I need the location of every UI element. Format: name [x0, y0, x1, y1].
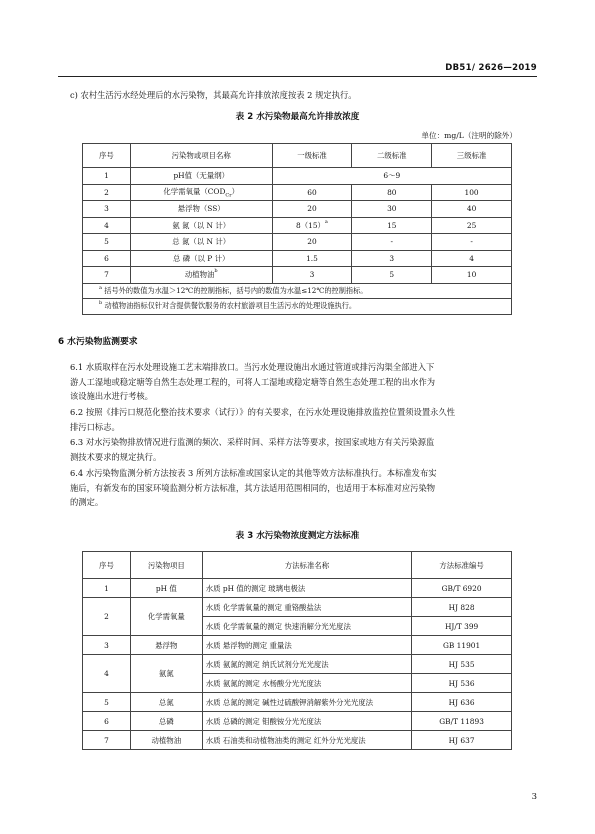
row-number: 5	[83, 234, 131, 251]
grade2-value: 80	[352, 184, 432, 201]
pollutant-name: 总 磷（以 P 计）	[130, 250, 272, 267]
row-number: 4	[83, 655, 131, 693]
clause-c: c) 农村生活污水经处理后的水污染物，其最高允许排放浓度按表 2 规定执行。	[70, 90, 357, 100]
pollutant-name: pH值（无量纲）	[130, 168, 272, 185]
grade1-value: 1.5	[272, 250, 352, 267]
row-number: 1	[83, 168, 131, 185]
pollutant-name: 悬浮物（SS）	[130, 201, 272, 218]
method-name: 水质 氨氮的测定 纳氏试剂分光光度法	[202, 655, 411, 674]
pollutant-item: 氨氮	[130, 655, 202, 693]
document-code: DB51/ 2626—2019	[445, 63, 537, 73]
row-number: 7	[83, 731, 131, 750]
pollutant-item: 总氮	[130, 693, 202, 712]
row-number: 7	[83, 267, 131, 284]
table2-unit: 单位：mg/L（注明的除外）	[421, 131, 517, 140]
method-name: 水质 石油类和动植物油类的测定 红外分光光度法	[202, 731, 411, 750]
pollutant-item: 总磷	[130, 712, 202, 731]
table2-note-row	[83, 283, 512, 299]
row-number: 6	[83, 712, 131, 731]
row-number: 2	[83, 598, 131, 636]
table-row	[83, 731, 512, 750]
pollutant-name: 氨 氮（以 N 计）	[130, 217, 272, 234]
table-row	[83, 234, 512, 251]
table-row	[83, 201, 512, 218]
grade2-value: -	[352, 234, 432, 251]
method-code: GB/T 11893	[412, 712, 512, 731]
table2-header-cell: 序号	[83, 144, 131, 168]
clause-6-1: 6.1 水质取样在污水处理设施工艺末端排放口。当污水处理设施出水通过管道或排污沟渠全部进入下 游人工湿地或稳定塘等自然生态处理工程的，可将人工湿地或稳定塘等自然生态处理工程的出水作为 该设施出水进行考核。	[70, 362, 436, 401]
method-code: GB 11901	[412, 636, 512, 655]
clause-6-4: 6.4 水污染物监测分析方法按表 3 所列方法标准或国家认定的其他等效方法标准执行。本标准发布实 施后，有新发布的国家环境监测分析方法标准，其方法适用范围相同的，也适用于本标准对应污染物 的测定。	[70, 468, 437, 507]
row-number: 3	[83, 636, 131, 655]
table-row	[83, 184, 512, 201]
row-number: 6	[83, 250, 131, 267]
pollutant-name: 总 氮（以 N 计）	[130, 234, 272, 251]
method-name: 水质 化学需氧量的测定 快速消解分光光度法	[202, 617, 411, 636]
method-code: HJ/T 399	[412, 617, 512, 636]
grade1-value: 20	[272, 234, 352, 251]
pollutant-name: 动植物油$^b$	[130, 267, 272, 284]
method-code: GB/T 6920	[412, 579, 512, 598]
grade3-value: 4	[432, 250, 512, 267]
pollutant-name: 化学需氧量$(COD_{Cr})$	[130, 184, 272, 201]
grade2-value: 5	[352, 267, 432, 284]
table2-caption: 表 2 水污染物最高允许排放浓度	[235, 112, 360, 122]
method-name: 水质 总氮的测定 碱性过硫酸钾消解紫外分光光度法	[202, 693, 411, 712]
table2-header-row	[83, 144, 512, 168]
method-name: 水质 pH 值的测定 玻璃电极法	[202, 579, 411, 598]
grade3-value: 10	[432, 267, 512, 284]
grade3-value: 25	[432, 217, 512, 234]
method-name: 水质 悬浮物的测定 重量法	[202, 636, 411, 655]
table2-header-cell: 一级标准	[272, 144, 352, 168]
table3-header-row	[83, 552, 512, 579]
table-row	[83, 693, 512, 712]
table3-caption: 表 3 水污染物浓度测定方法标准	[235, 531, 360, 541]
grade3-value: -	[432, 234, 512, 251]
footnote-mark: a	[324, 218, 328, 225]
table3	[82, 551, 512, 750]
table3-header-cell: 方法标准编号	[412, 552, 512, 579]
grade3-value: 40	[432, 201, 512, 218]
pollutant-item: 化学需氧量	[130, 598, 202, 636]
table-row	[83, 579, 512, 598]
grade1-value: 60	[272, 184, 352, 201]
grade2-value: 15	[352, 217, 432, 234]
table-row	[83, 267, 512, 284]
footnote-mark: b	[214, 268, 218, 275]
method-code: HJ 637	[412, 731, 512, 750]
table-row	[83, 598, 512, 617]
clause-6-2: 6.2 按照《排污口规范化整治技术要求（试行）》的有关要求，在污水处理设施排放监控位置须设置永久性 排污口标志。	[70, 407, 456, 432]
row-number: 2	[83, 184, 131, 201]
grade1-value: $8(15)^a$	[272, 217, 352, 234]
page-number: 3	[531, 792, 537, 802]
row-number: 3	[83, 201, 131, 218]
table2-note-row	[83, 299, 512, 315]
grade2-value: 3	[352, 250, 432, 267]
table2-header-cell: 污染物或项目名称	[130, 144, 272, 168]
table2-header-cell: 三级标准	[432, 144, 512, 168]
table-row	[83, 655, 512, 674]
method-name: 水质 化学需氧量的测定 重铬酸盐法	[202, 598, 411, 617]
table3-header-cell: 方法标准名称	[202, 552, 411, 579]
table-row	[83, 636, 512, 655]
grade3-value: 100	[432, 184, 512, 201]
table-row	[83, 712, 512, 731]
table3-header-cell: 序号	[83, 552, 131, 579]
row-number: 4	[83, 217, 131, 234]
table-row	[83, 168, 512, 185]
grade1-value: 20	[272, 201, 352, 218]
section-title: 6 水污染物监测要求	[58, 337, 138, 347]
method-code: HJ 535	[412, 655, 512, 674]
method-name: 水质 总磷的测定 钼酸铵分光光度法	[202, 712, 411, 731]
table-row	[83, 217, 512, 234]
method-name: 水质 氨氮的测定 水杨酸分光光度法	[202, 674, 411, 693]
table-row	[83, 250, 512, 267]
table3-header-cell: 污染物项目	[130, 552, 202, 579]
pollutant-item: 悬浮物	[130, 636, 202, 655]
table2-header-cell: 二级标准	[352, 144, 432, 168]
table-note: $^b$ 动植物油指标仅针对含提供餐饮服务的农村旅游项目生活污水的处理设施执行。	[83, 299, 512, 315]
table-note: $^a$ 括号外的数值为水温＞12℃的控制指标，括号内的数值为水温≤12℃的控制指标。	[83, 283, 512, 299]
header-rule	[58, 76, 537, 77]
grade2-value: 30	[352, 201, 432, 218]
method-code: HJ 828	[412, 598, 512, 617]
clause-6-3: 6.3 对水污染物排放情况进行监测的频次、采样时间、采样方法等要求，按国家或地方有关污染源监 测技术要求的规定执行。	[70, 437, 435, 462]
row-number: 1	[83, 579, 131, 598]
table2	[82, 143, 512, 315]
method-code: HJ 636	[412, 693, 512, 712]
pollutant-item: 动植物油	[130, 731, 202, 750]
pollutant-item: pH 值	[130, 579, 202, 598]
method-code: HJ 536	[412, 674, 512, 693]
row-number: 5	[83, 693, 131, 712]
merged-value: 6～9	[272, 168, 511, 185]
grade1-value: 3	[272, 267, 352, 284]
